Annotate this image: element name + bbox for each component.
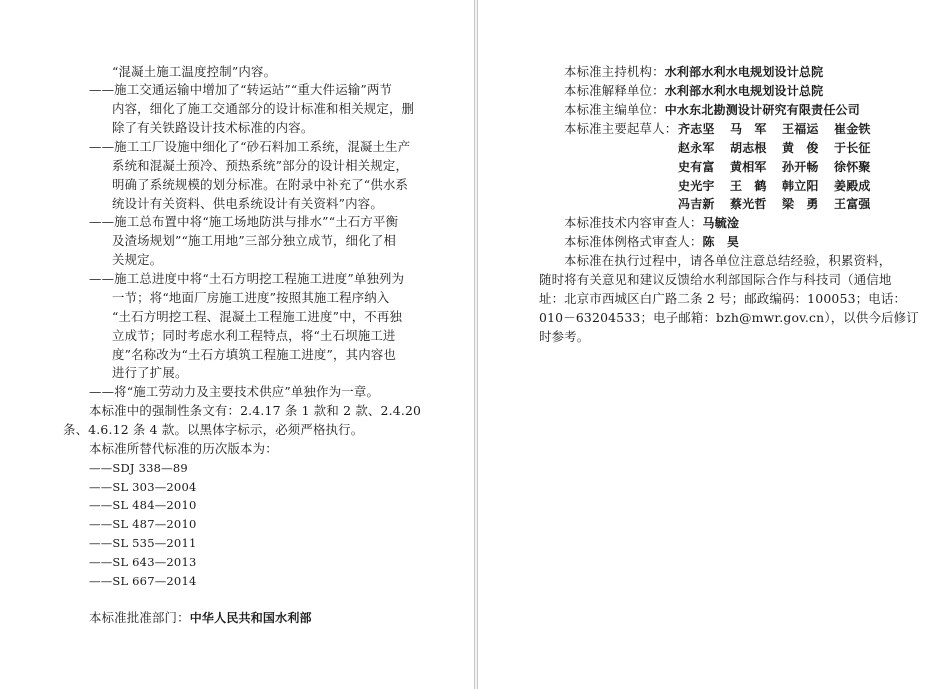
feedback-line: 址：北京市西城区白广路二条 2 号；邮政编码：100053；电话： [539,291,907,306]
format-reviewer-line [564,233,739,251]
text-line: 系统和混凝土预冷、预热系统”部分的设计相关规定， [112,158,409,173]
version-item: ——SL 303—2004 [89,480,197,494]
drafter-name: 黄相军 [730,160,767,174]
text-line: 明确了系统规模的划分标准。在附录中补充了“供水系 [112,177,409,192]
drafter-name: 韩立阳 [782,179,819,193]
drafter-name: 赵永军 [678,141,715,155]
tech-reviewer-value: 马毓淦 [702,216,740,230]
feedback-line: 010－63204533；电子邮箱：bzh@mwr.gov.cn），以供今后修订 [539,310,919,325]
drafters-row [678,177,886,195]
text-line: “混凝土施工温度控制”内容。 [112,64,277,79]
editor-value: 中水东北勘测设计研究有限责任公司 [664,103,860,117]
drafter-name: 齐志坚 [678,122,715,136]
format-reviewer-value: 陈 昊 [702,235,740,249]
version-item: ——SL 484—2010 [89,498,197,512]
text-line: ——施工总进度中将“土石方明挖工程施工进度”单独列为 [89,271,405,286]
host-line [564,63,823,81]
text-line: ——施工总布置中将“施工场地防洪与排水”“土石方平衡 [89,214,399,229]
feedback-line: 随时将有关意见和建议反馈给水利部国际合作与科技司（通信地 [539,272,892,287]
version-item: ——SL 667—2014 [89,574,197,588]
text-line: ——施工工厂设施中细化了“砂石料加工系统，混凝土生产 [89,139,411,154]
version-item: ——SDJ 338—89 [89,461,188,475]
host-value: 水利部水利水电规划设计总院 [664,65,824,79]
interpret-value: 水利部水利水电规划设计总院 [664,84,824,98]
drafter-name: 史光宇 [678,179,715,193]
drafter-name: 胡志根 [730,141,767,155]
drafters-row [678,195,886,213]
feedback-line: 本标准在执行过程中，请各单位注意总结经验，积累资料， [564,253,892,268]
drafter-name: 王富强 [834,197,871,211]
tech-reviewer-line [564,214,739,232]
host-label: 本标准主持机构： [564,64,665,79]
drafter-name: 于长征 [834,141,871,155]
drafter-name: 王 鹤 [730,179,767,193]
drafter-name: 梁 勇 [782,197,819,211]
drafters-label: 本标准主要起草人： [564,121,678,136]
drafter-name: 黄 俊 [782,141,819,155]
interpret-line [564,82,823,100]
text-line: 一节；将“地面厂房施工进度”按照其施工程序纳入 [112,290,390,305]
drafter-name: 冯吉新 [678,197,715,211]
drafters-row [678,139,886,157]
text-line: 度”名称改为“土石方填筑工程施工进度”，其内容也 [112,347,397,362]
text-line: ——施工交通运输中增加了“转运站”“重大件运输”两节 [89,82,393,97]
drafter-name: 崔金铁 [834,122,871,136]
drafter-name: 史有富 [678,160,715,174]
drafter-name: 马 军 [730,122,767,136]
text-line: 除了有关铁路设计技术标准的内容。 [112,120,314,135]
version-item: ——SL 487—2010 [89,517,197,531]
drafter-name: 蔡光哲 [730,197,767,211]
drafter-name: 徐怀聚 [834,160,871,174]
text-line: ——将“施工劳动力及主要技术供应”单独作为一章。 [89,384,380,399]
text-line: 立成节；同时考虑水利工程特点，将“土石坝施工进 [112,328,396,343]
drafter-name: 姜殿成 [834,179,871,193]
format-reviewer-label: 本标准体例格式审查人： [564,234,703,249]
right-page [477,0,950,689]
interpret-label: 本标准解释单位： [564,83,665,98]
version-item: ——SL 535—2011 [89,536,197,550]
text-line: 条、4.6.12 条 4 款。以黑体字标示，必须严格执行。 [63,422,364,437]
drafters-row [678,158,886,176]
drafter-name: 王福运 [782,122,819,136]
approval-value: 中华人民共和国水利部 [189,611,312,625]
text-line: 本标准中的强制性条文有：2.4.17 条 1 款和 2 款、2.4.20 [89,403,422,418]
editor-label: 本标准主编单位： [564,102,665,117]
drafter-name: 孙开畅 [782,160,819,174]
editor-line [564,101,860,119]
approval-line [89,609,312,627]
tech-reviewer-label: 本标准技术内容审查人： [564,215,703,230]
text-line: “土石方明挖工程、混凝土工程施工进度”中，不再独 [112,309,403,324]
text-line: 本标准所替代标准的历次版本为： [89,441,278,456]
text-line: 关规定。 [112,252,163,267]
drafters-row [678,120,886,138]
version-item: ——SL 643—2013 [89,555,197,569]
approval-label: 本标准批准部门： [89,610,190,625]
text-line: 及渣场规划”“施工用地”三部分独立成节，细化了相 [112,233,397,248]
feedback-line: 时参考。 [539,329,590,344]
text-line: 进行了扩展。 [112,365,188,380]
text-line: 统设计有关资料、供电系统设计有关资料”内容。 [112,196,383,211]
text-line: 内容，细化了施工交通部分的设计标准和相关规定，删 [112,101,415,116]
